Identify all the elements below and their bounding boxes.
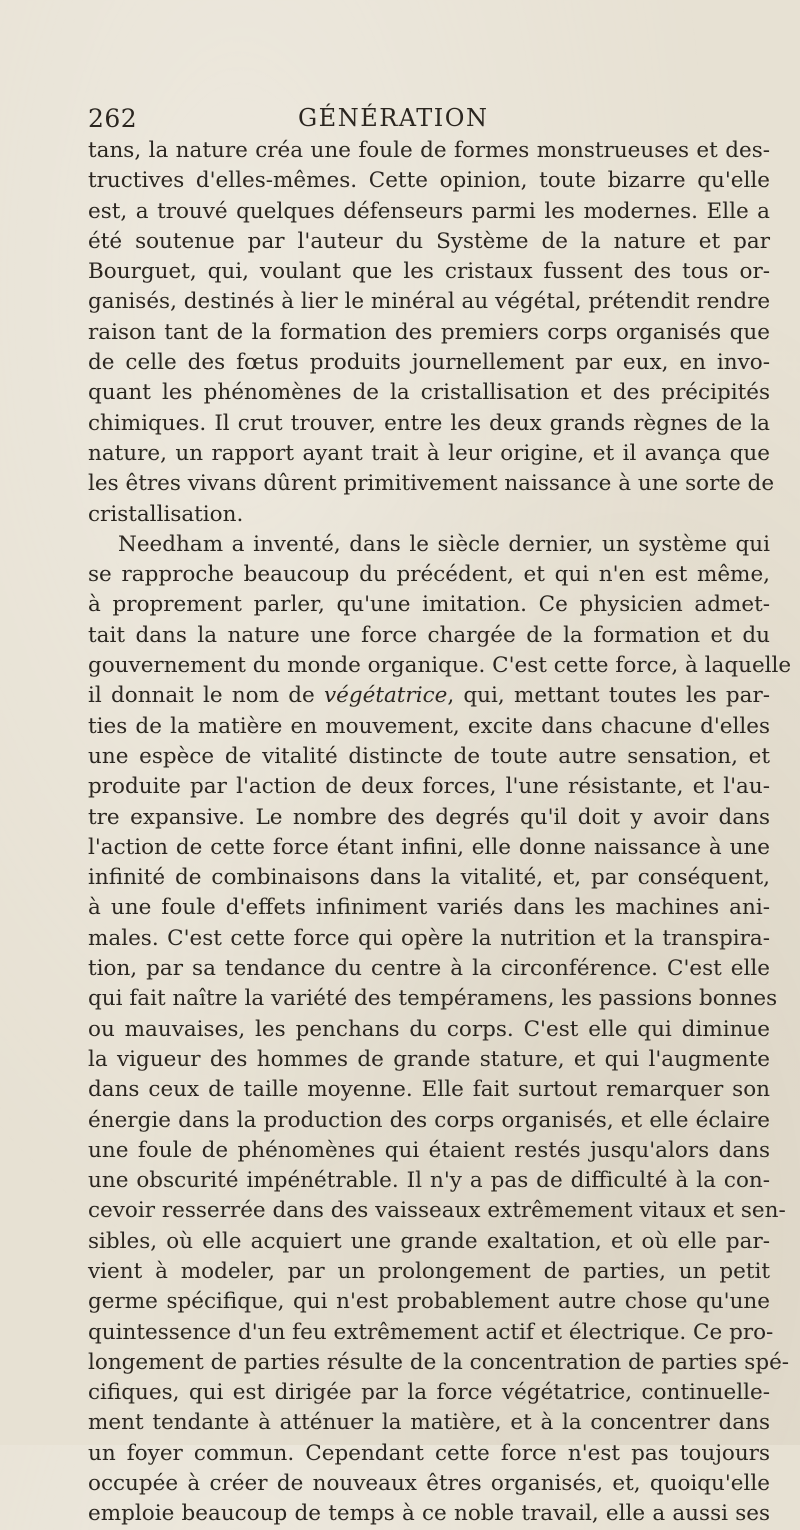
text-line: emploie beaucoup de temps à ce noble travail, elle a aussi ses [88,1501,770,1527]
paragraph-start-line: Needham a inventé, dans le siècle dernier, un système qui [118,531,770,557]
text-line: les êtres vivans dûrent primitivement naissance à une sorte de [88,471,775,497]
text-line: ment tendante à atténuer la matière, et à la concentrer dans [88,1410,770,1436]
text-line: quant les phénomènes de la cristallisation et des précipités [88,380,770,406]
text-line: chimiques. Il crut trouver, entre les deux grands règnes de la [88,410,770,436]
text-line: tre expansive. Le nombre des degrés qu'il doit y avoir dans [88,804,770,830]
italic-term: végétatrice [323,683,448,709]
text-line: été soutenue par l'auteur du Système de la nature et par [88,228,770,254]
text-line: tion, par sa tendance du centre à la circonférence. C'est elle [88,956,770,982]
body-text [88,136,792,1530]
line-tail: , qui, mettant toutes les par- [447,683,770,709]
text-line: ganisés, destinés à lier le minéral au végétal, prétendit rendre [88,289,771,315]
text-line: se rapproche beaucoup du précédent, et qui n'en est même, [88,562,770,588]
text-line: à une foule d'effets infiniment variés dans les machines ani- [88,895,770,921]
text-line: qui fait naître la variété des tempéramens, les passions bonnes [88,986,778,1012]
text-line: produite par l'action de deux forces, l'une résistante, et l'au- [88,774,770,800]
text-line: ou mauvaises, les penchans du corps. C'est elle qui diminue [88,1016,770,1042]
text-line: est, a trouvé quelques défenseurs parmi les modernes. Elle a [88,198,770,224]
text-line: une obscurité impénétrable. Il n'y a pas de difficulté à la con- [88,1168,770,1194]
text-line: raison tant de la formation des premiers corps organisés que [88,319,770,345]
text-line: à proprement parler, qu'une imitation. Ce physicien admet- [88,592,770,618]
text-line: gouvernement du monde organique. C'est cette force, à laquelle [88,653,792,679]
text-line: une foule de phénomènes qui étaient restés jusqu'alors dans [88,1137,770,1163]
text-line: Bourguet, qui, voulant que les cristaux fussent des tous or- [88,259,770,285]
text-line: nature, un rapport ayant trait à leur origine, et il avança que [88,440,770,466]
text-line: de celle des fœtus produits journellement par eux, en invo- [88,350,770,376]
text-line: sibles, où elle acquiert une grande exaltation, et où elle par- [88,1228,770,1254]
text-line: cevoir resserrée dans des vaisseaux extrêmement vitaux et sen- [88,1198,786,1224]
text-line: ties de la matière en mouvement, excite dans chacune d'elles [88,713,770,739]
text-line: l'action de cette force étant infini, elle donne naissance à une [88,834,770,860]
text-line: un foyer commun. Cependant cette force n'est pas toujours [88,1440,770,1466]
text-line: infinité de combinaisons dans la vitalité, et, par conséquent, [88,865,770,891]
running-head: GÉNÉRATION [298,104,489,132]
text-line: tans, la nature créa une foule de formes monstrueuses et des- [88,138,770,163]
text-line: longement de parties résulte de la concentration de parties spé- [88,1349,790,1375]
text-line: occupée à créer de nouveaux êtres organisés, et, quoiqu'elle [88,1471,770,1497]
line-head: il donnait le nom de [88,683,324,709]
page-number: 262 [88,104,138,133]
text-line: la vigueur des hommes de grande stature, et qui l'augmente [88,1046,770,1072]
text-line: males. C'est cette force qui opère la nutrition et la transpira- [88,925,770,951]
text-line: tait dans la nature une force chargée de la formation et du [88,622,770,648]
paragraph-end-line: cristallisation. [88,501,244,527]
text-line: énergie dans la production des corps organisés, et elle éclaire [88,1107,770,1133]
text-line: quintessence d'un feu extrêmement actif et électrique. Ce pro- [88,1319,774,1345]
text-line: germe spécifique, qui n'est probablement autre chose qu'une [88,1289,770,1315]
text-line: une espèce de vitalité distincte de toute autre sensation, et [88,743,770,769]
text-line: vient à modeler, par un prolongement de parties, un petit [88,1258,770,1284]
text-line: dans ceux de taille moyenne. Elle fait surtout remarquer son [88,1077,770,1103]
text-line: tructives d'elles-mêmes. Cette opinion, toute bizarre qu'elle [88,168,770,194]
text-line: cifiques, qui est dirigée par la force végétatrice, continuelle- [88,1380,770,1406]
text-line-with-italic [88,681,770,711]
